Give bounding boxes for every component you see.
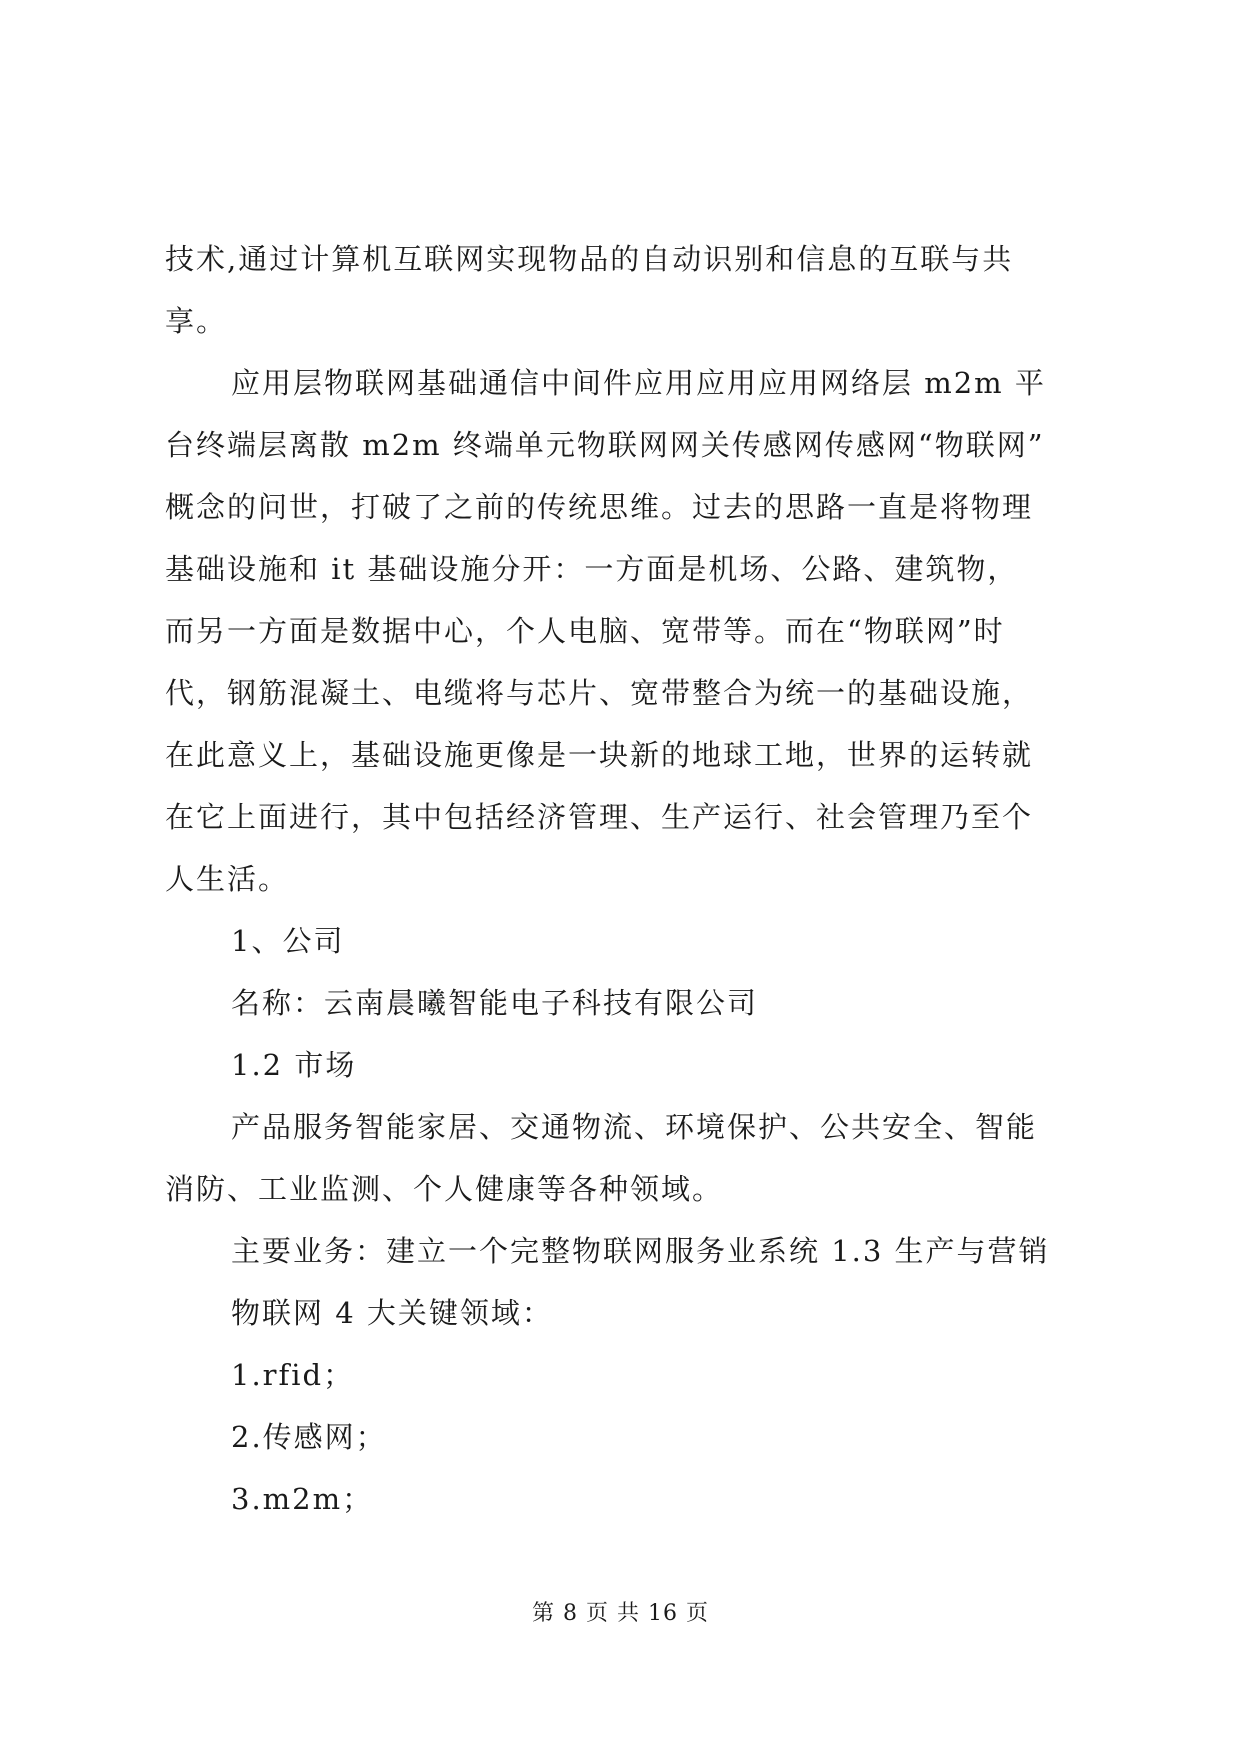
page-number-footer: 第 8 页 共 16 页 bbox=[532, 1601, 709, 1626]
text-line: 应用层物联网基础通信中间件应用应用应用网络层 m2m 平 bbox=[231, 366, 1046, 400]
list-item: 2.传感网； bbox=[231, 1420, 387, 1454]
text-line: 人生活。 bbox=[165, 862, 290, 896]
text-line: 名称：云南晨曦智能电子科技有限公司 bbox=[231, 986, 759, 1020]
text-line: 基础设施和 it 基础设施分开：一方面是机场、公路、建筑物， bbox=[165, 552, 1019, 586]
text-line: 消防、工业监测、个人健康等各种领域。 bbox=[165, 1172, 724, 1206]
text-line: 概念的问世，打破了之前的传统思维。过去的思路一直是将物理 bbox=[165, 490, 1034, 524]
text-line: 享。 bbox=[165, 304, 228, 338]
text-line: 在它上面进行，其中包括经济管理、生产运行、社会管理乃至个 bbox=[165, 800, 1034, 834]
list-item: 1.rfid； bbox=[231, 1358, 355, 1392]
text-line: 主要业务：建立一个完整物联网服务业系统 1.3 生产与营销 bbox=[231, 1234, 1050, 1268]
text-line: 物联网 4 大关键领域： bbox=[231, 1296, 553, 1330]
text-line: 在此意义上，基础设施更像是一块新的地球工地，世界的运转就 bbox=[165, 738, 1034, 772]
section-heading: 1.2 市场 bbox=[231, 1048, 357, 1082]
section-heading: 1、公司 bbox=[231, 924, 345, 958]
list-item: 3.m2m； bbox=[231, 1482, 374, 1516]
text-line: 产品服务智能家居、交通物流、环境保护、公共安全、智能 bbox=[231, 1110, 1038, 1144]
text-line: 而另一方面是数据中心，个人电脑、宽带等。而在“物联网”时 bbox=[165, 614, 1005, 648]
body-text bbox=[165, 228, 1085, 1530]
text-line: 代，钢筋混凝土、电缆将与芯片、宽带整合为统一的基础设施， bbox=[165, 676, 1034, 710]
text-line: 技术,通过计算机互联网实现物品的自动识别和信息的互联与共 bbox=[165, 242, 1014, 276]
text-line: 台终端层离散 m2m 终端单元物联网网关传感网传感网“物联网” bbox=[165, 428, 1045, 462]
